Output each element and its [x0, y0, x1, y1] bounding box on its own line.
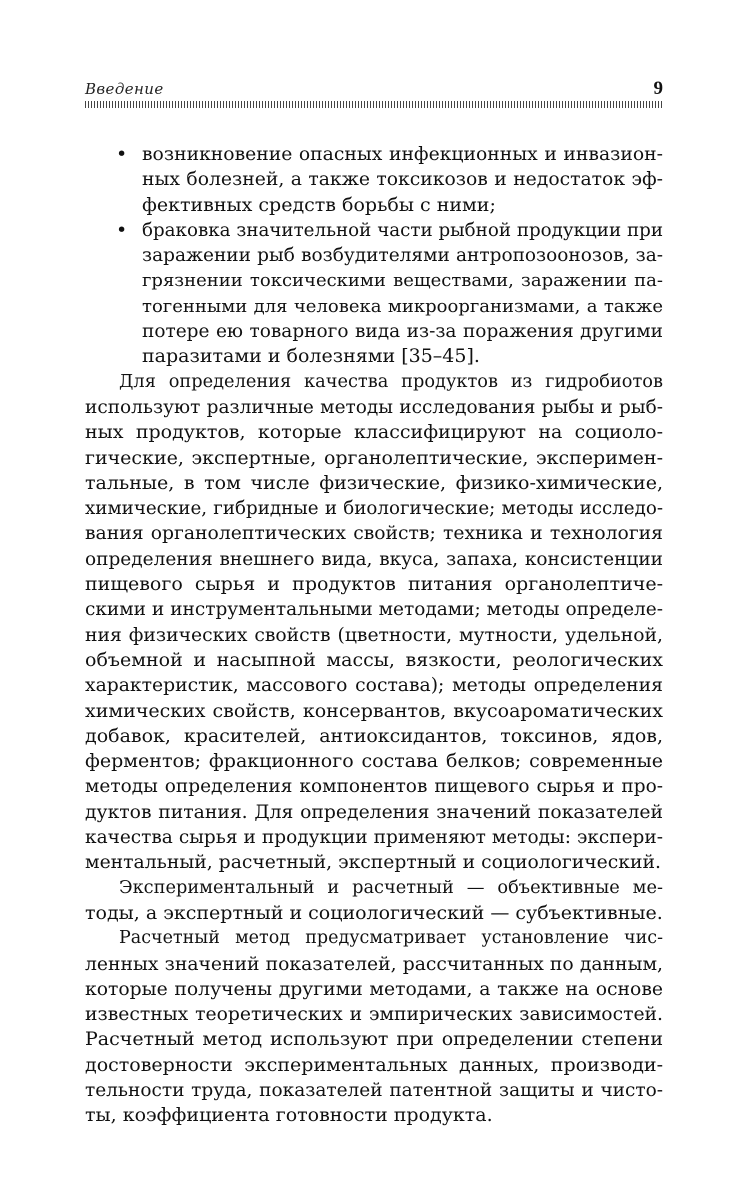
text-line: пищевого сырья и продуктов питания органолептиче- [85, 573, 663, 596]
text-line: грязнении токсическими веществами, заражении па- [142, 270, 663, 292]
text-line: гические, экспертные, органолептические, эксперимен- [85, 446, 663, 469]
text-line: скими и инструментальными методами; методы определе- [85, 599, 663, 621]
text-line: Расчетный метод предусматривает установление чис- [119, 928, 663, 949]
text-line: браковка значительной части рыбной продукции при [142, 219, 663, 241]
text-line: тальные, в том числе физические, физико-химические, [85, 471, 663, 494]
text-line: Расчетный метод используют при определении степени [85, 1028, 663, 1051]
paragraph-calculation-method [85, 926, 663, 1128]
list-item [85, 218, 663, 370]
text-line: химических свойств, консервантов, вкусоароматических [85, 699, 663, 722]
text-line: характеристик, массового состава); методы определения [85, 675, 663, 697]
text-line: Для определения качества продуктов из гидробиотов [119, 371, 663, 392]
text-line: вания органолептических свойств; техника и технология [85, 523, 663, 545]
text-line: потере ею товарного вида из-за поражения другими [142, 321, 663, 343]
header-rule [85, 101, 663, 108]
text-line: возникновение опасных инфекционных и инвазион- [142, 144, 663, 165]
text-line: методы определения компонентов пищевого сырья и про- [85, 776, 663, 798]
text-line: ных продуктов, которые классифицируют на социоло- [85, 421, 663, 444]
text-line: тоды, а экспертный и социологический — субъективные. [85, 901, 663, 924]
text-line: ты, коэффициента готовности продукта. [85, 1104, 493, 1127]
text-line: которые получены другими методами, а также на основе [85, 978, 663, 1000]
running-header [85, 80, 663, 100]
text-line: определения внешнего вида, вкуса, запаха, консистенции [85, 548, 663, 570]
section-title: Введение [85, 80, 164, 98]
text-line: ных болезней, а также токсикозов и недостаток эф- [142, 169, 663, 191]
text-line: тогенными для человека микроорганизмами, а также [142, 295, 663, 317]
list-item [85, 142, 663, 218]
text-line: качества сырья и продукции применяют методы: экспери- [85, 827, 663, 849]
text-line: используют различные методы исследования рыбы и рыб- [85, 396, 663, 418]
text-line: ния физических свойств (цветности, мутности, удельной, [85, 624, 663, 646]
text-line: добавок, красителей, антиоксидантов, токсинов, ядов, [85, 724, 663, 747]
bullet-icon: • [116, 143, 128, 165]
bullet-list [85, 142, 663, 370]
text-line: ментальный, расчетный, экспертный и социологический. [85, 852, 661, 874]
body-text [85, 142, 663, 1129]
text-line: заражении рыб возбудителями антропозоонозов, за- [142, 245, 663, 267]
text-line: известных теоретических и эмпирических зависимостей. [85, 1004, 663, 1026]
paragraph-objective-subjective [85, 876, 663, 927]
text-line: паразитами и болезнями [35–45]. [142, 345, 480, 368]
text-line: ферментов; фракционного состава белков; современные [85, 750, 663, 773]
text-line: тельности труда, показателей патентной защиты и чисто- [85, 1079, 663, 1101]
text-line: Экспериментальный и расчетный — объективные ме- [119, 877, 663, 898]
text-line: объемной и насыпной массы, вязкости, реологических [85, 648, 663, 671]
text-line: фективных средств борьбы с ними; [142, 193, 496, 216]
paragraph-methods-overview [85, 370, 663, 876]
bullet-icon: • [116, 218, 128, 241]
text-line: дуктов питания. Для определения значений показателей [85, 801, 663, 823]
text-line: химические, гибридные и биологические; методы исследо- [85, 498, 663, 520]
text-line: ленных значений показателей, рассчитанных по данным, [85, 953, 663, 975]
page-number: 9 [653, 78, 663, 99]
text-line: достоверности экспериментальных данных, производи- [85, 1053, 663, 1076]
